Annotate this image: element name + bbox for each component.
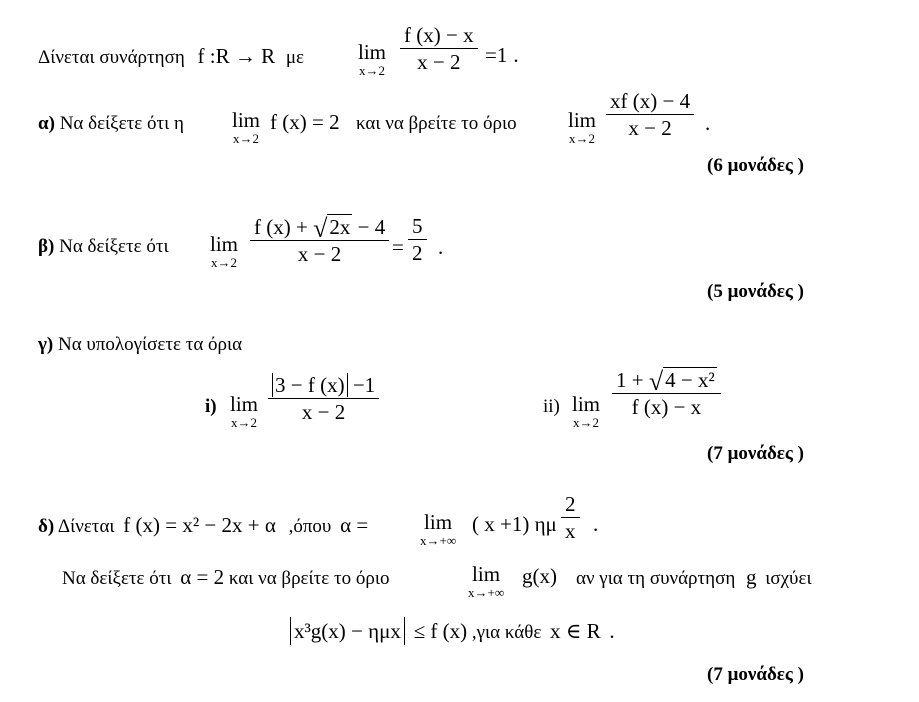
lim-sub: x→2 — [573, 415, 599, 430]
numerator-part: 1 + — [616, 368, 644, 392]
intro-end: . — [513, 43, 519, 67]
lim-word: lim — [358, 40, 387, 64]
lim-word: lim — [472, 562, 501, 586]
numerator-tail: − 4 — [357, 215, 386, 239]
intro-func: f :R → R — [197, 44, 276, 68]
fraction-denominator: x − 2 — [628, 116, 672, 140]
fraction-denominator: x — [565, 519, 576, 543]
part-b-rhs-fraction — [408, 213, 427, 266]
part-d-line2-a: Να δείξετε ότι — [62, 568, 172, 589]
part-a-points: (6 μονάδες ) — [707, 155, 805, 176]
part-d-text2: ,όπου — [288, 516, 332, 537]
fraction-numerator — [250, 213, 389, 243]
sqrt-radicand: 2x — [329, 215, 351, 239]
part-d-expr2: ( x +1) ημ — [472, 512, 557, 536]
part-d-line2-rest — [576, 566, 812, 590]
part-d-line2-limit — [468, 562, 504, 600]
part-c-ii-limit — [572, 392, 600, 430]
part-c-points: (7 μονάδες ) — [707, 443, 805, 464]
sqrt: √4 − x² — [648, 367, 715, 396]
part-d-ineq-text: ,για κάθε — [471, 622, 542, 643]
fraction-denominator: x − 2 — [301, 400, 346, 424]
part-d-line2 — [62, 566, 390, 590]
part-d-line — [38, 514, 368, 538]
lim-word: lim — [210, 232, 239, 256]
part-d-text1: Δίνεται — [57, 516, 115, 537]
part-c-line — [38, 334, 242, 356]
part-b-label: β) — [38, 236, 55, 257]
intro-text: Δίνεται συνάρτηση — [38, 47, 185, 68]
fraction-denominator: 2 — [412, 241, 423, 265]
part-d-fraction — [561, 491, 580, 544]
lim-word: lim — [572, 392, 601, 416]
fraction-numerator: f (x) − x — [404, 23, 474, 47]
part-d-line2-d: αν για τη συνάρτηση — [576, 568, 736, 589]
part-b-end: . — [438, 235, 444, 259]
fraction-numerator — [612, 366, 721, 396]
part-d-line2-e: ισχύει — [765, 568, 812, 589]
fraction-denominator: x − 2 — [297, 242, 342, 266]
fraction-numerator: xf (x) − 4 — [610, 89, 691, 113]
fraction-denominator: x − 2 — [417, 50, 461, 74]
part-d-limit — [420, 510, 456, 548]
part-b-line — [38, 236, 169, 258]
part-d-end: . — [593, 512, 599, 536]
part-a-limit — [232, 108, 260, 146]
part-a-fraction — [606, 88, 694, 141]
part-d-ineq-set: x ∈ R — [550, 619, 601, 643]
part-a-text1: Να δείξετε ότι η — [59, 113, 184, 134]
intro-line — [38, 45, 304, 69]
part-d-alpha-eq: α = — [340, 513, 369, 537]
absolute-value: 3 − f (x) — [272, 373, 348, 397]
intro-rhs-value: =1 — [485, 43, 508, 67]
intro-limit — [358, 40, 386, 78]
part-b-fraction — [250, 213, 389, 267]
lim-sub: x→2 — [231, 415, 257, 430]
lim-word: lim — [424, 510, 453, 534]
lim-sub: x→2 — [569, 131, 595, 146]
absolute-value: x³g(x) − ημx — [290, 617, 405, 645]
lim-sub: x→+∞ — [420, 533, 457, 548]
fraction-denominator: f (x) − x — [631, 395, 702, 419]
numerator-tail: −1 — [352, 373, 376, 397]
part-c-ii-label: ii) — [543, 396, 560, 417]
lim-word: lim — [230, 392, 259, 416]
intro-fraction — [400, 22, 478, 75]
lim-sub: x→2 — [211, 255, 237, 270]
part-d-line2-c: και να βρείτε το όριο — [228, 568, 390, 589]
part-a-line — [38, 113, 184, 135]
numerator-part: f (x) + — [254, 215, 308, 239]
part-c-ii-fraction — [612, 366, 721, 420]
sqrt-radicand: 4 − x² — [665, 368, 715, 392]
part-a-text2: και να βρείτε το όριο — [356, 113, 517, 134]
part-a-end: . — [705, 111, 711, 135]
part-c-i-fraction — [268, 372, 379, 425]
part-d-expr: f (x) = x² − 2x + α — [123, 513, 276, 537]
part-d-line2-b: α = 2 — [180, 565, 225, 589]
part-c-text: Να υπολογίσετε τα όρια — [57, 334, 243, 355]
part-d-inequality — [290, 620, 615, 644]
part-d-ineq-rest: ≤ f (x) — [413, 619, 468, 643]
part-a-limit2 — [568, 108, 596, 146]
fraction-numerator: 2 — [565, 492, 576, 516]
part-a-label: α) — [38, 113, 55, 134]
part-c-i-limit — [230, 392, 258, 430]
part-b-limit — [210, 232, 238, 270]
fraction-numerator: 5 — [412, 214, 423, 238]
lim-word: lim — [232, 108, 261, 132]
sqrt: √2x — [313, 214, 351, 243]
part-d-points: (7 μονάδες ) — [707, 664, 805, 685]
lim-sub: x→2 — [233, 131, 259, 146]
part-b-eq: = — [392, 235, 404, 259]
lim-word: lim — [568, 108, 597, 132]
part-b-text: Να δείξετε ότι — [59, 236, 169, 257]
fraction-numerator — [268, 372, 379, 398]
part-d-line2-g: g(x) — [522, 564, 557, 588]
part-a-expr: f (x) = 2 — [270, 110, 340, 134]
part-d-line2-gname: g — [746, 565, 757, 589]
part-c-i-label: i) — [205, 396, 217, 417]
part-d-ineq-end: . — [609, 619, 615, 643]
intro-rhs — [485, 44, 519, 66]
part-d-label: δ) — [38, 516, 55, 537]
lim-sub: x→+∞ — [468, 585, 505, 600]
part-b-points: (5 μονάδες ) — [707, 281, 805, 302]
part-c-label: γ) — [38, 334, 54, 355]
lim-sub: x→2 — [359, 63, 385, 78]
intro-me: με — [285, 47, 305, 68]
